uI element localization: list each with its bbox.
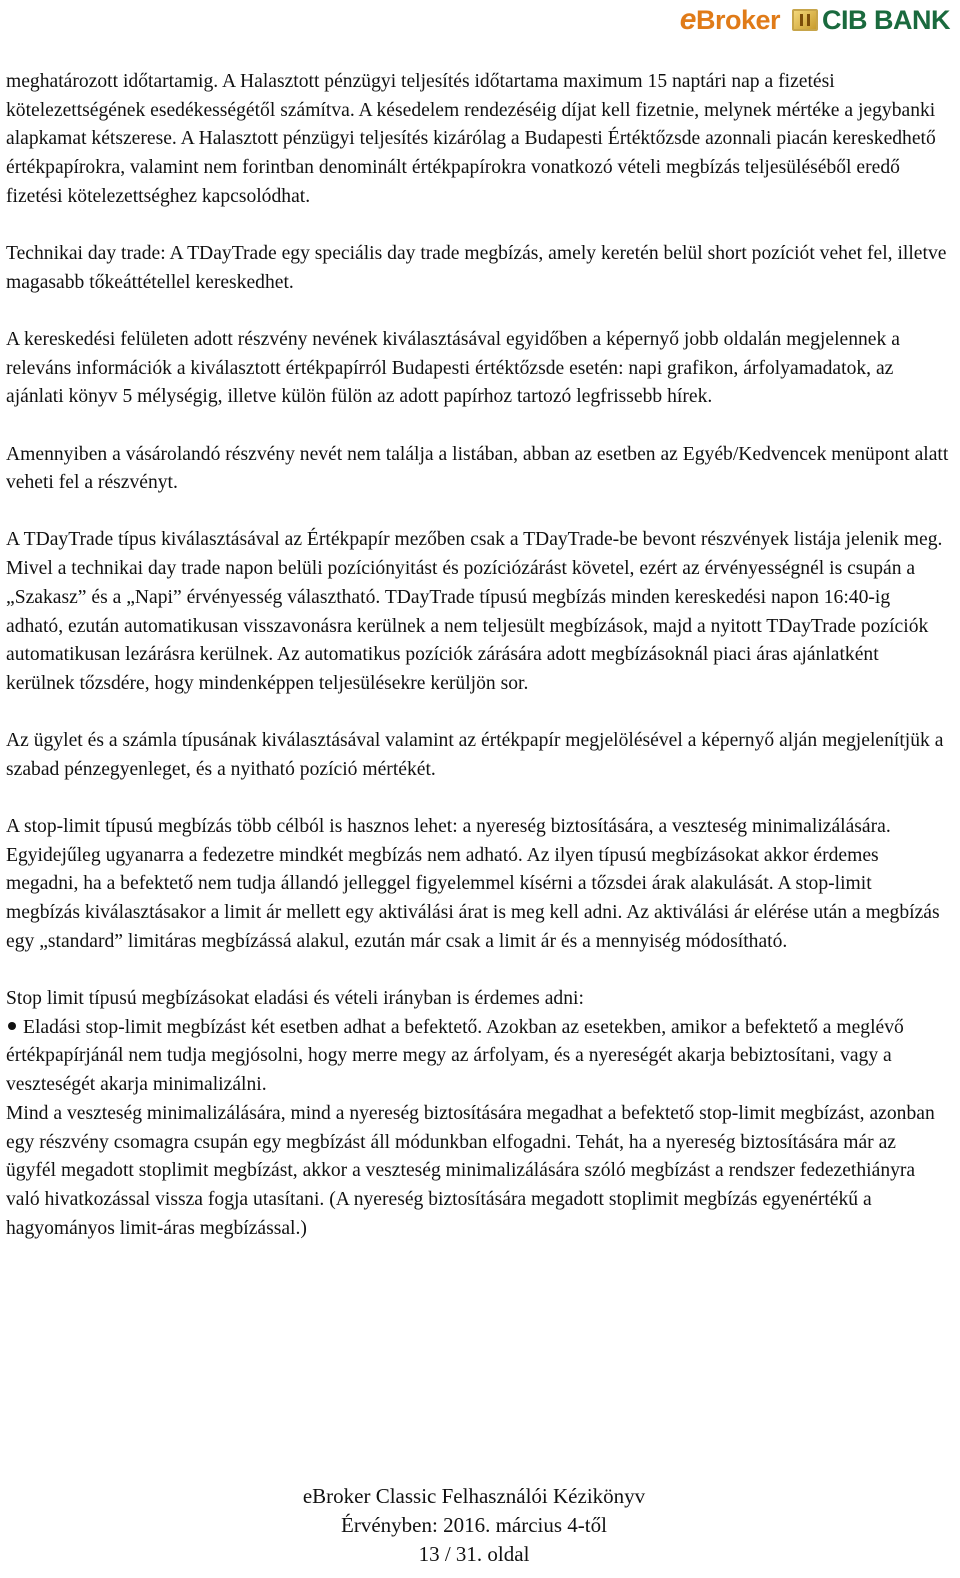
paragraph-account-balance: Az ügylet és a számla típusának kiválasztásával valamint az értékpapír megjelölésével a képernyő alján megjelenítjük a szabad pénzegyenleget, és a nyitható pozíció mértékét.	[6, 730, 944, 780]
paragraph-share-selection: A kereskedési felületen adott részvény nevének kiválasztásával egyidőben a képernyő jobb oldalán megjelennek a releváns információk a kiválasztott értékpapírról Budapesti értéktőzsde esetén: napi grafikon, árfolyamadatok, az ajánlati könyv 5 mélységig, illetve külön fülön az adott papírhoz tartozó legfrissebb hírek.	[6, 328, 900, 408]
paragraph-tdaytrade-type: A TDayTrade típus kiválasztásával az Értékpapír mezőben csak a TDayTrade-be bevont részvények listája jelenik meg. Mivel a technikai day trade napon belüli pozíciónyitást és pozíciózárást követel, ezért az érvényességnél is csupán a „Szakasz” és a „Napi” érvényesség választható. TDayTrade típusú megbízás minden kereskedési napon 16:40-ig adható, ezután automatikusan visszavonásra kerülnek a nem teljesült megbízások, majd a nyitott TDayTrade pozíciók automatikusan lezárásra kerülnek. Az automatikus pozíciók zárására adott megbízásoknál piaci áras ajánlatként kerülnek tőzsdére, hogy mindenképpen teljesülésekre kerüljön sor.	[6, 529, 943, 694]
footer-validity-date: Érvényben: 2016. március 4-től	[341, 1513, 607, 1537]
paragraph-stop-limit-directions: Stop limit típusú megbízásokat eladási és vételi irányban is érdemes adni:	[6, 988, 584, 1010]
footer-page-number: 13 / 31. oldal	[418, 1542, 530, 1566]
bullet-item	[6, 1014, 950, 1100]
cib-bank-logo-text: CIB BANK	[822, 4, 950, 35]
cib-bank-logo	[792, 5, 950, 36]
page-footer	[0, 1482, 948, 1569]
ebroker-logo-text: Broker	[695, 5, 780, 35]
paragraph-deferred-settlement: meghatározott időtartamig. A Halasztott pénzügyi teljesítés időtartama maximum 15 naptári nap a fizetési kötelezettségének esedékességétől számítva. A késedelem rendezéséig díjat kell fizetnie, melynek mértéke a jegybanki alapkamat kétszerese. A Halasztott pénzügyi teljesítés kizárólag a Budapesti Értéktőzsde azonnali piacán kereskedhető értékpapírokra, valamint nem forintban denominált értékpapírokra vonatkozó vételi megbízás teljesüléséből eredő fizetési kötelezettséghez kapcsolódhat.	[6, 71, 936, 207]
cib-emblem-icon	[792, 9, 818, 31]
ebroker-logo-e: e	[679, 3, 696, 36]
footer-manual-title: eBroker Classic Felhasználói Kézikönyv	[302, 1484, 646, 1508]
paragraph-technical-day-trade: Technikai day trade: A TDayTrade egy speciális day trade megbízás, amely keretén belül short pozíciót vehet fel, illetve magasabb tőkeáttétellel kereskedhet.	[6, 243, 947, 293]
document-body	[6, 68, 950, 1243]
paragraph-favourites: Amennyiben a vásárolandó részvény nevét nem találja a listában, abban az esetben az Egyéb/Kedvencek menüpont alatt veheti fel a részvényt.	[6, 443, 949, 494]
ebroker-logo	[680, 3, 780, 37]
paragraph-stop-limit: A stop-limit típusú megbízás több célból is hasznos lehet: a nyereség biztosítására, a veszteség minimalizálására. Egyidejűleg ugyanarra a fedezetre mindkét megbízás nem adható. Az ilyen típusú megbízásokat akkor érdemes megadni, ha a befektető nem tudja állandó jelleggel figyelemmel kísérni a tőzsdei árak alakulását. A stop-limit megbízás kiválasztásakor a limit ár mellett egy aktiválási árat is meg kell adni. Az aktiválási ár elérése után a megbízás egy „standard” limitáras megbízássá alakul, ezután már csak a limit ár és a mennyiség módosítható.	[6, 816, 940, 952]
page-header	[680, 0, 950, 40]
bullet-icon	[8, 1022, 16, 1030]
paragraph-single-order: Mind a veszteség minimalizálására, mind a nyereség biztosítására megadhat a befektető stop-limit megbízást, azonban egy részvény csomagra csupán egy megbízást áll módunkban elfogadni. Tehát, ha a nyereség biztosítására már az ügyfél megadott stoplimit megbízást, akkor a veszteség minimalizálására szóló megbízást a rendszer fedezethiányra való hivatkozással vissza fogja utasítani. (A nyereség biztosítására megadott stoplimit megbízás egyenértékű a hagyományos limit-áras megbízással.)	[6, 1102, 935, 1239]
bullet-item-text: Eladási stop-limit megbízást két esetben adhat a befektető. Azokban az esetekben, amikor a befektető a meglévő értékpapírjánál nem tudja megjósolni, hogy merre megy az árfolyam, és a nyereségét akarja bebiztosítani, vagy a veszteségét akarja minimalizálni.	[6, 1016, 904, 1096]
